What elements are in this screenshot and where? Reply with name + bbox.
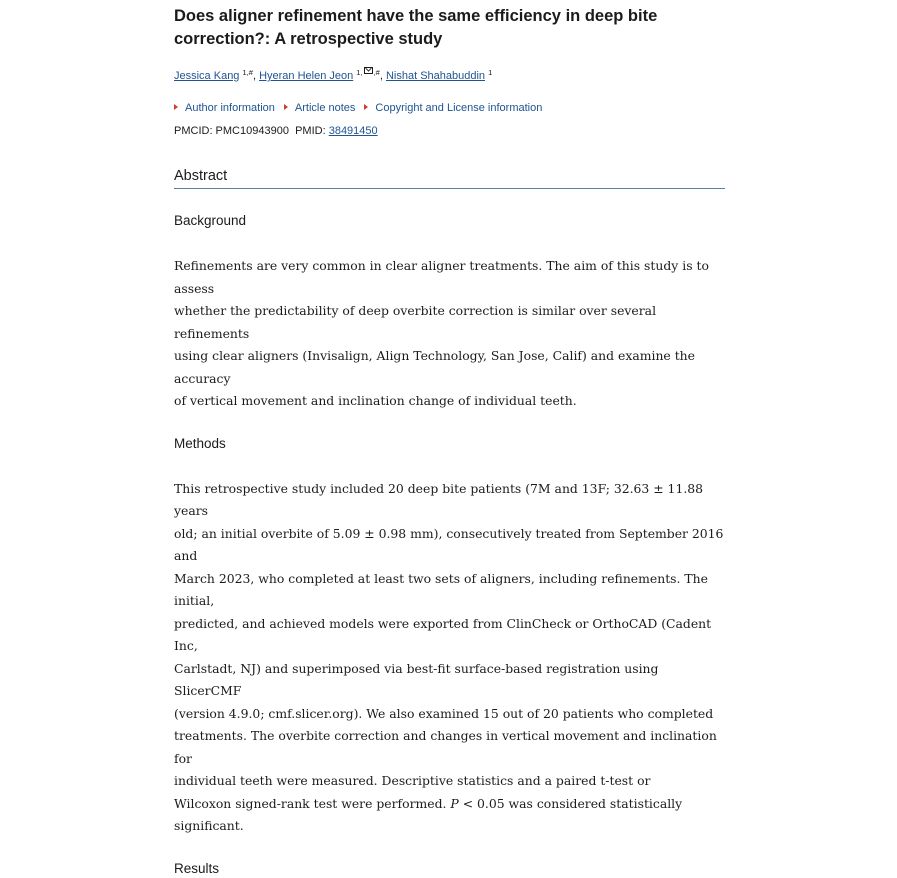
author-link-jessica-kang[interactable]: Jessica Kang <box>174 70 240 82</box>
author-affiliation: 1 <box>488 68 493 77</box>
background-paragraph <box>174 255 725 413</box>
paragraph-line: old; an initial overbite of 5.09 ± 0.98 mm), consecutively treated from September 2016 and <box>174 525 724 563</box>
paragraph-line: (version 4.9.0; cmf.slicer.org). We also examined 15 out of 20 patients who completed <box>174 705 714 721</box>
paragraph-line: of vertical movement and inclination change of individual teeth. <box>174 393 577 408</box>
p-value-symbol: P <box>450 795 459 811</box>
paragraph-line: This retrospective study included 20 deep bite patients (7M and 13F; 32.63 ± 11.88 years <box>174 480 704 518</box>
author-information-toggle[interactable] <box>174 100 275 116</box>
article-notes-toggle[interactable] <box>284 100 356 116</box>
paragraph-line: Refinements are very common in clear aligner treatments. The aim of this study is to assess <box>174 258 709 296</box>
methods-heading: Methods <box>174 435 226 451</box>
copyright-license-label: Copyright and License information <box>375 102 543 114</box>
triangle-right-icon <box>284 104 288 110</box>
paragraph-line: treatments. The overbite correction and changes in vertical movement and inclination for <box>174 728 717 766</box>
paragraph-line: Carlstadt, NJ) and superimposed via best-fit surface-based registration using SlicerCMF <box>174 660 659 698</box>
abstract-heading: Abstract <box>174 167 725 189</box>
author-affiliation: 1,# <box>242 68 253 77</box>
affiliation-mark: ,# <box>373 68 380 77</box>
paragraph-line <box>174 796 682 834</box>
paragraph-line: individual teeth were measured. Descriptive statistics and a paired t-test or <box>174 773 651 788</box>
article-info-links <box>174 100 725 116</box>
triangle-right-icon <box>174 104 178 110</box>
author-link-hyeran-helen-jeon[interactable]: Hyeran Helen Jeon <box>259 70 354 82</box>
article-notes-label: Article notes <box>294 102 356 114</box>
author-affiliation <box>356 68 380 77</box>
paragraph-line: March 2023, who completed at least two sets of aligners, including refinements. The initial, <box>174 570 708 608</box>
author-information-label: Author information <box>185 102 275 114</box>
paragraph-line: using clear aligners (Invisalign, Align Technology, San Jose, Calif) and examine the accuracy <box>174 348 695 386</box>
article-title: Does aligner refinement have the same efficiency in deep bite correction?: A retrospective study <box>174 7 658 48</box>
methods-paragraph <box>174 478 725 838</box>
line-text: < 0.05 was considered statistically significant. <box>174 795 683 833</box>
author-list: Jessica Kang $^{1,\#}$, Hyeran Helen Jeon $^{1, ,\#}$, Nishat Shahabuddin $^1$ <box>174 68 493 82</box>
pmcid: PMCID: PMC10943900 <box>174 125 289 137</box>
results-heading: Results <box>174 860 220 876</box>
article-ids <box>174 123 725 139</box>
pmid-link[interactable]: 38491450 <box>328 125 378 137</box>
line-text: Wilcoxon signed-rank test were performed. <box>174 795 451 811</box>
copyright-license-toggle[interactable] <box>364 100 542 116</box>
author-link-nishat-shahabuddin[interactable]: Nishat Shahabuddin <box>385 70 486 82</box>
triangle-right-icon <box>364 104 368 110</box>
background-heading: Background <box>174 213 247 228</box>
paragraph-line: whether the predictability of deep overbite correction is similar over several refinements <box>174 303 657 341</box>
pmid-label: PMID: <box>295 125 326 137</box>
affiliation-number: 1, <box>356 68 363 77</box>
mail-icon[interactable] <box>364 67 373 74</box>
paragraph-line: predicted, and achieved models were exported from ClinCheck or OrthoCAD (Cadent Inc, <box>174 615 712 653</box>
article <box>174 0 725 878</box>
